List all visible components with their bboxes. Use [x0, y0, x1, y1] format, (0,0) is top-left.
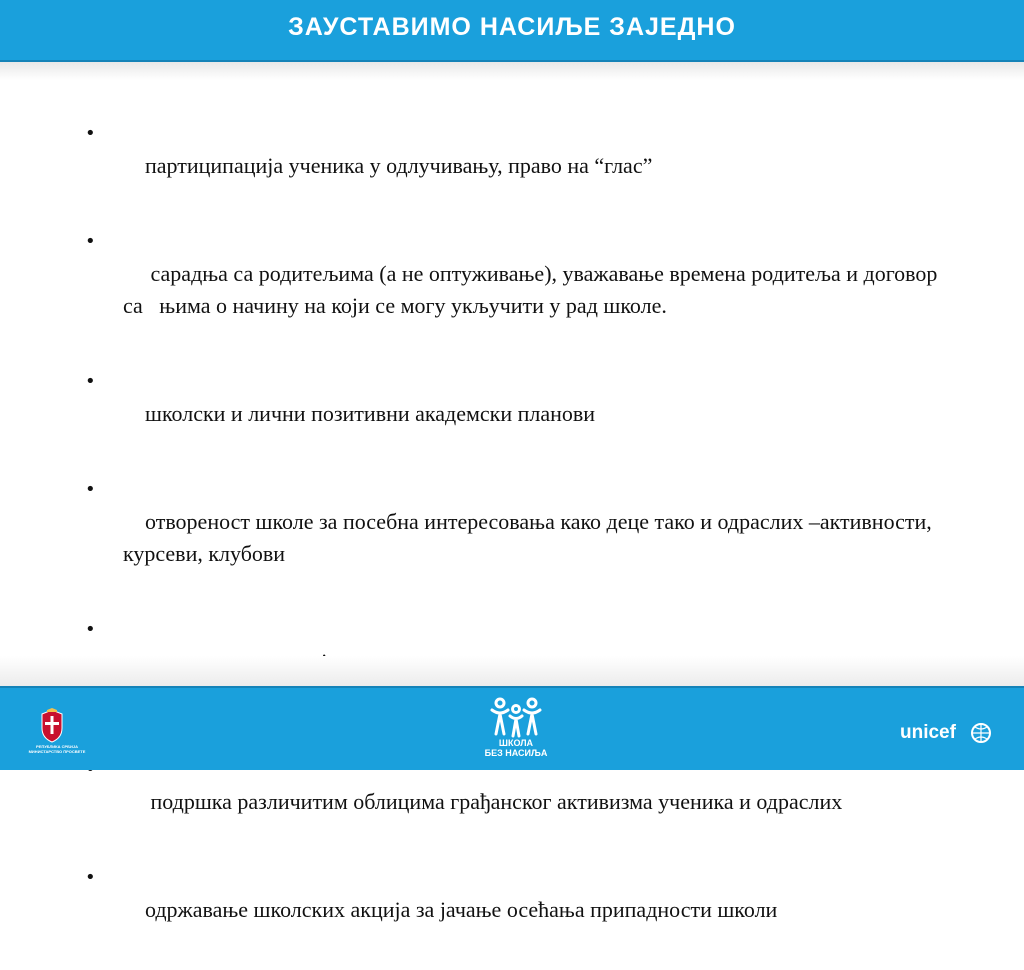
list-item — [80, 862, 960, 958]
bullet-icon: • — [85, 231, 96, 252]
footer-shadow — [0, 656, 1024, 686]
list-item-text: сарадња са родитељима (а не оптуживање), уважавање времена родитеља и договор са њима о начину на који се могу укључити у рад школе. — [123, 261, 943, 318]
page-title: ЗАУСТАВИМО НАСИЉЕ ЗАЈЕДНО — [288, 13, 736, 41]
globe-icon — [970, 722, 992, 744]
list-item-text: партиципација ученика у одлучивању, право на “глас” — [145, 153, 653, 178]
coat-of-arms-icon — [38, 708, 66, 744]
school-name-label — [470, 738, 562, 758]
list-item-text: школски и лични позитивни академски планови — [145, 401, 596, 426]
bullet-list — [80, 118, 960, 970]
bullet-icon: • — [85, 479, 96, 500]
bullet-icon: • — [85, 867, 96, 888]
header-bar — [0, 0, 1024, 62]
school-name-line-2: БЕЗ НАСИЉА — [484, 748, 548, 758]
list-item-text: подршка различитим облицима грађанског активизма ученика и одраслих — [145, 789, 843, 814]
list-item — [80, 118, 960, 214]
school-name-line-1: ШКОЛА — [498, 738, 534, 748]
list-item — [80, 226, 960, 354]
list-item — [80, 366, 960, 462]
footer-bar — [0, 686, 1024, 770]
unicef-logo-text: unicef — [900, 722, 956, 743]
list-item-text: одржавање школских акција за јачање осећања припадности школи — [145, 897, 778, 922]
school-without-violence-logo-icon — [484, 696, 548, 738]
bullet-icon: • — [85, 371, 96, 392]
header-shadow — [0, 62, 1024, 80]
list-item-text: отвореност школе за посебна интересовања како деце тако и одраслих –активности, курсеви, клубови — [123, 509, 938, 566]
ministry-label: РЕПУБЛИКА СРБИЈА МИНИСТАРСТВО ПРОСВЕТЕ — [28, 744, 86, 754]
bullet-icon: • — [85, 619, 96, 640]
bullet-icon: • — [85, 123, 96, 144]
list-item — [80, 474, 960, 602]
